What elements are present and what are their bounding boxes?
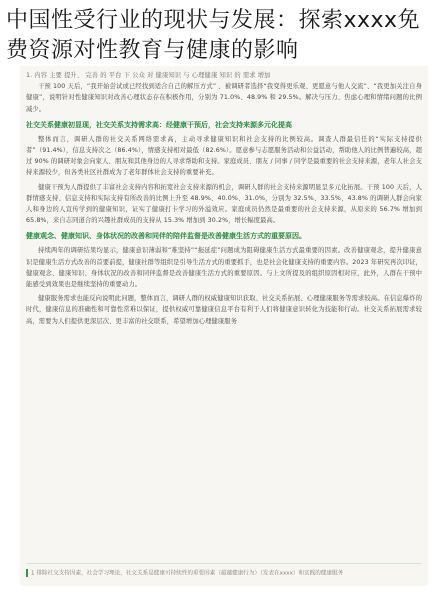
- paragraph-3: 健康干预为人群提供了丰富社会支持内容和拓宽社会支持来源的机会，调研人群的社会支持来源明显呈多元化拓展。干预 100 天后，人群情感支持、信息支持和实际支持有所改善的比例上升至 48.9%、40.0%、31.0%，分别为 32.5%、33.5%、43.8% 的调研人群会向家人和身边的人宣传学到的健康知识，证实了健康打卡学习的外溢效应。家庭成员仍然是最重要的社会支持来源，从原来的 56.7% 增加到 65.8%，来自志同道合的兴趣社群成员的支持从 15.3% 增加到 30.2%，增长幅度最高。: [26, 183, 422, 225]
- paragraph-1: 干预 100 天后，“我开始尝试或已经找到适合自己的解压方式” 、被调研者选择“我变得更乐观、更愿意与他人交流”、“我更加关注自身健康”，说明针对性健康知识对改善心理状态存在积极作用，分别为 71.0%、48.9% 和 29.5%。解决与压力、焦虑心理和情绪问题的比例减少。: [26, 83, 422, 113]
- paragraph-4: 持续两年的调研结果均显示，健康意识薄弱和“难坚持”“拖延症”问题成为阻碍健康生活方式最重要的因素。改善健康观念，提升健康意识是健康生活方式改善的首要前提，健康社群等组织是引导生活方式的重要抓手，也是社会化健康支持的重要内容。2023 年研究再次印证，健康观念、健康知识、身体状况的改善和同伴监督是改善健康生活方式的重要原因。与上文所提及的组织原因相对应，此外，人群在干预中能感受到效果也是继续坚持的重要动力。: [26, 247, 422, 289]
- section-heading-social-support: 社交关系健康初显现，社交关系支持需求高：经健康干预后，社会支持来源多元化提高: [26, 120, 292, 129]
- document-scan: [20, 66, 428, 586]
- footnote-marker: [26, 569, 28, 577]
- top-text: 1. 内容 主要 提升、 完善 的 平台 下 公众 对 健康知识 与 心理健康 知识 的 需求 增加: [26, 72, 271, 79]
- page-title: 中国性受行业的现状与发展：探索xxxx免费资源对性教育与健康的影响: [6, 8, 421, 63]
- paragraph-2: 整体而言，调研人群的社交关系网络需求高，主动寻求健康知识和社会支持的比例较高。调查人群最信任的“实际支持提供者”（91.4%），信息支持次之（86.4%），情感支持相对最低（82.6%）。愿意参与志愿服务活动和公益活动，帮助他人的比例普遍较高，超过 90% 的调研对象会向家人、朋友和其他身边的人寻求帮助和支持。家庭成员、朋友 / 同事 / 同学是最重要的社会支持来源，老年人社会支持来源较少，但各类社区社群成为了老年群体社会支持的重要补充。: [26, 135, 422, 177]
- paragraph-5: 健康服务需求也能反向说明此问题，整体而言，调研人群的权威健康知识获取、社交关系拓展、心理健康服务等需求较高。在信息爆炸的时代，健康信息的准确性和可靠性常难以保证，提供权威可靠健康信息平台有利于人们将健康意识转化为技能和行动。社交关系拓展需求较高，需要为人们提供更深层次、更丰富的社交联系，希望增加心理健康服务: [26, 295, 422, 325]
- footnote: [26, 563, 422, 579]
- footnote-text: 1 排除社交支持因素，社会学习理论，社交关系是健康可持续性的重要因素（超越健康行为）（发表在xxxx）和实践的健康服务: [31, 570, 344, 576]
- section-heading-lifestyle: 健康观念、健康知识、身体状况的改善和同伴的陪伴监督是改善健康生活方式的重要原因。: [26, 232, 306, 241]
